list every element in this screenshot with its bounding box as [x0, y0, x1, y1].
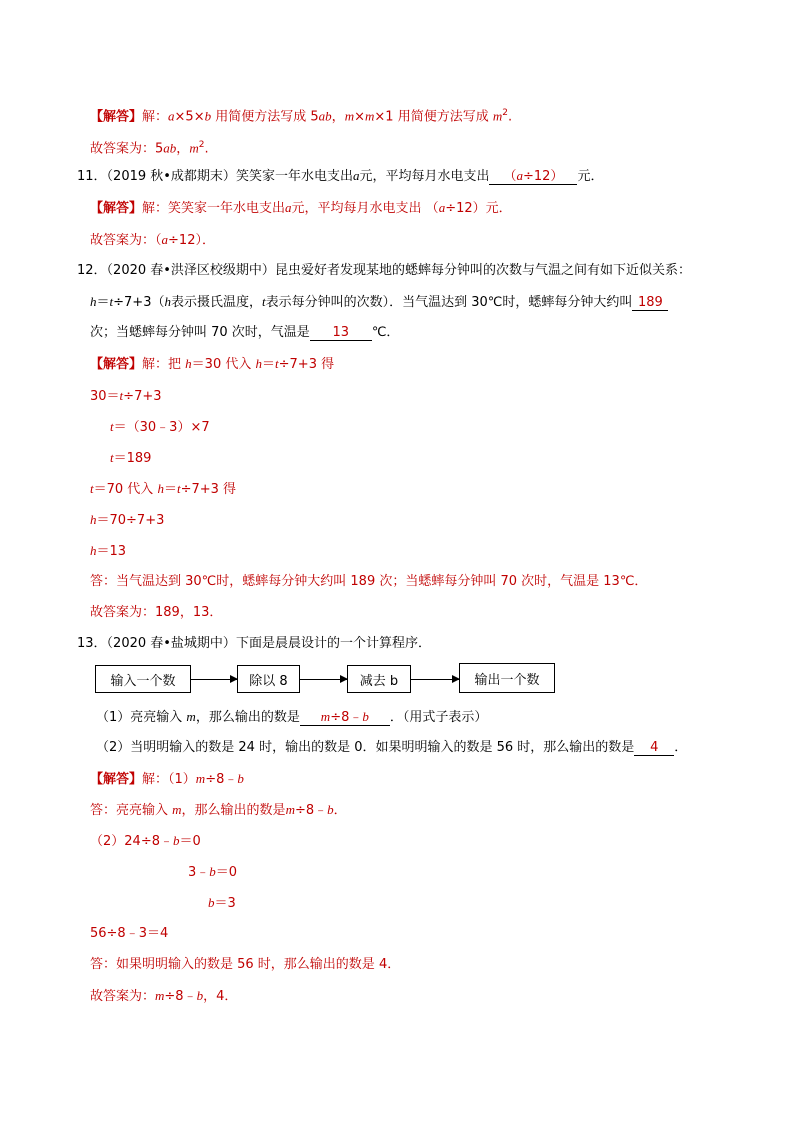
flow-arrow-2: [300, 679, 347, 680]
q11-answer-line: 【解答】解：笑笑家一年水电支出a元，平均每月水电支出 （a÷12）元．: [90, 200, 512, 216]
q13-answer-line: 【解答】解：（1）m÷8﹣b: [90, 771, 244, 787]
question-source: （2019 秋•成都期末）: [106, 169, 236, 184]
q13-part2: （2）当明明输入的数是 24 时，输出的数是 0．如果明明输入的数是 56 时，那么输出的数是 4 ．: [96, 740, 688, 755]
answer-blank: m÷8﹣b: [300, 709, 390, 726]
q12-answer-line: 【解答】解：把 h＝30 代入 h＝t÷7+3 得: [90, 356, 335, 372]
q13-step3: b＝3: [208, 895, 236, 911]
answer-blank: 13: [310, 325, 372, 341]
q13-answer1-sentence: 答：亮亮输入 m，那么输出的数是m÷8﹣b．: [90, 802, 347, 818]
question-number: 12．: [77, 263, 107, 278]
answer-blank: （a÷12）: [489, 168, 577, 185]
answer-tag: 【解答】: [90, 109, 143, 125]
q10-answer-line: 【解答】解：a×5×b 用简便方法写成 5ab，m×m×1 用简便方法写成 $m^2$.: [90, 108, 513, 125]
q11-question: 11．（2019 秋•成都期末）笑笑家一年水电支出a元，平均每月水电支出 （a÷12） 元．: [77, 168, 604, 184]
q12-final-answer: 故答案为：189，13．: [90, 605, 223, 620]
q13-question: 13．（2020 春•盐城期中）下面是晨晨设计的一个计算程序．: [77, 636, 431, 651]
answer-tag: 【解答】: [90, 201, 143, 216]
q13-part1: （1）亮亮输入 m，那么输出的数是 m÷8﹣b ．（用式子表示）: [96, 709, 488, 725]
q12-answer-sentence: 答：当气温达到 30℃时，蟋蟀每分钟大约叫 189 次；当蟋蟀每分钟叫 70 次时，气温是 13℃．: [90, 574, 648, 589]
question-number: 13．: [77, 636, 107, 651]
flow-box-divide: 除以 8: [237, 665, 300, 693]
flow-arrow-3: [411, 679, 459, 680]
q13-final-answer: 故答案为：m÷8﹣b，4．: [90, 988, 238, 1004]
q11-final-answer: 故答案为：（a÷12）．: [90, 232, 215, 248]
q13-step2: 3﹣b＝0: [188, 864, 238, 880]
q12-step4: t＝70 代入 h＝t÷7+3 得: [90, 481, 237, 497]
question-number: 11．: [77, 169, 107, 184]
flow-box-input: 输入一个数: [95, 665, 191, 693]
q10-final-answer: 故答案为：5ab，$m^2$.: [90, 140, 209, 157]
answer-tag: 【解答】: [90, 772, 143, 787]
q12-step5: h＝70÷7+3: [90, 512, 165, 528]
answer-blank: 189: [632, 295, 668, 311]
q12-formula-line: h＝t÷7+3（h表示摄氏温度，t表示每分钟叫的次数）．当气温达到 30℃时，蟋蟀每分钟大约叫 189: [90, 294, 668, 311]
question-source: （2020 春•盐城期中）: [106, 636, 236, 651]
answer-blank: 4: [634, 740, 674, 756]
q13-step1: （2）24÷8﹣b＝0: [90, 833, 201, 849]
flow-arrow-1: [191, 679, 237, 680]
question-source: （2020 春•洪泽区校级期中）: [106, 263, 275, 278]
q13-answer2-sentence: 答：如果明明输入的数是 56 时，那么输出的数是 4．: [90, 957, 401, 972]
q12-question: 12．（2020 春•洪泽区校级期中）昆虫爱好者发现某地的蟋蟀每分钟叫的次数与气温之间有如下近似关系：: [77, 263, 691, 278]
flow-box-output: 输出一个数: [459, 663, 555, 693]
q12-step2: t＝（30﹣3）×7: [110, 419, 210, 435]
q12-step6: h＝13: [90, 543, 127, 559]
q12-step3: t＝189: [110, 450, 152, 466]
q12-line3: 次；当蟋蟀每分钟叫 70 次时，气温是 13 ℃．: [90, 325, 400, 340]
q13-step4: 56÷8﹣3＝4: [90, 926, 169, 941]
flow-box-subtract: 减去 b: [347, 665, 411, 693]
q12-step1: 30＝t÷7+3: [90, 388, 162, 404]
answer-tag: 【解答】: [90, 357, 143, 372]
